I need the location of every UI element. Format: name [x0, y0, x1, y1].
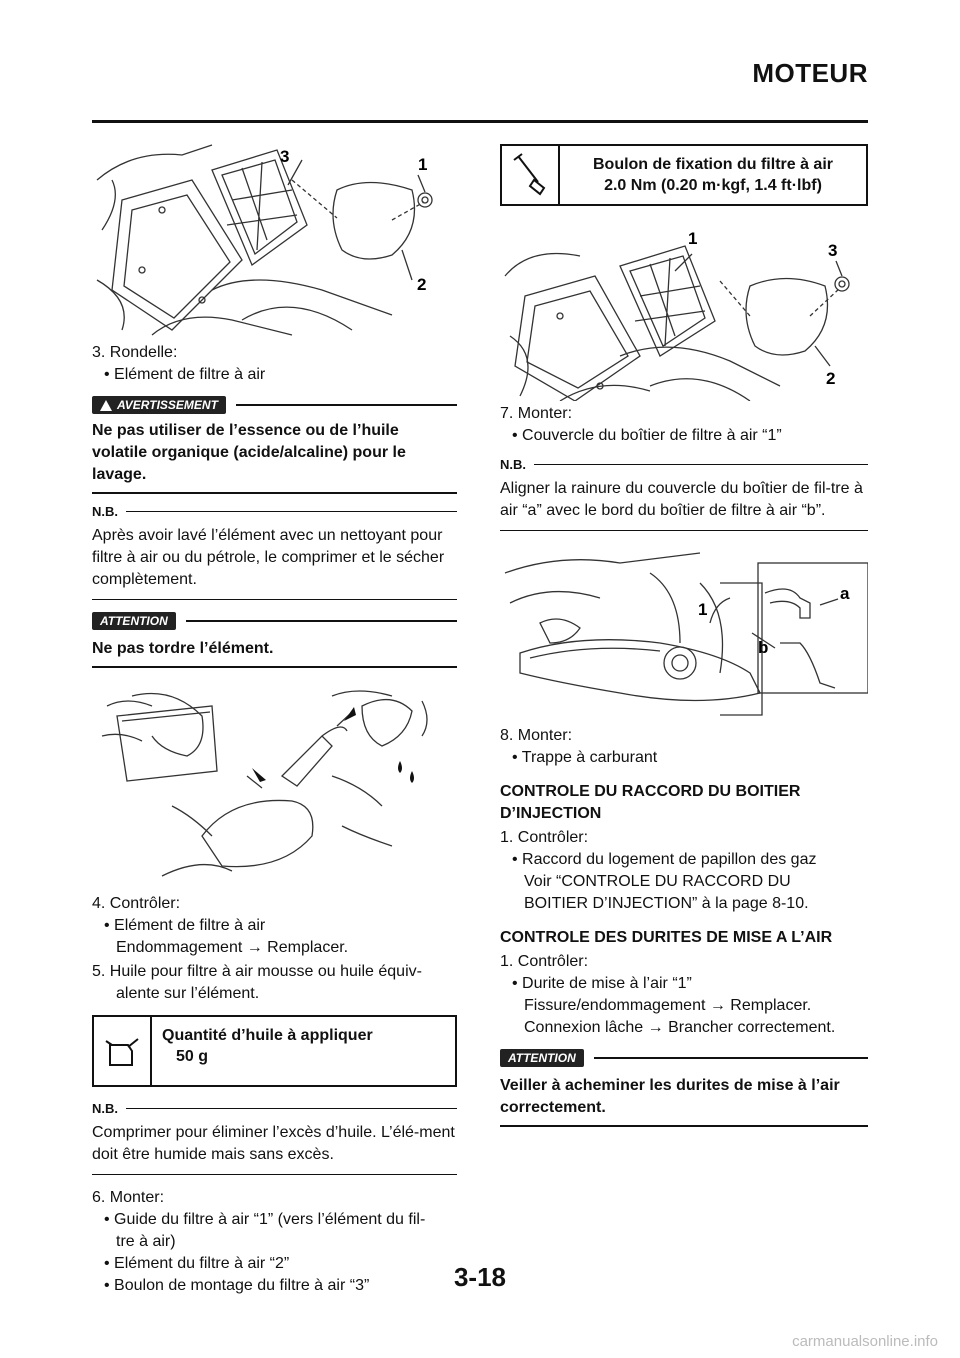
left-column [92, 140, 457, 1297]
header-rule [92, 120, 868, 123]
fig3-callout-a: a [840, 584, 850, 603]
page-number: 3-18 [453, 1262, 507, 1292]
fig2-callout-1: 1 [688, 229, 698, 248]
oil-spec-text [152, 1017, 383, 1085]
fig3-callout-1: 1 [698, 600, 708, 619]
attention-badge [500, 1049, 584, 1067]
attention-label: ATTENTION [508, 1051, 576, 1065]
washing-element-figure [92, 676, 457, 891]
step-6-item-1-cont: tre à air) [116, 1233, 176, 1250]
divider [186, 620, 457, 622]
attention-header [92, 612, 457, 630]
bolt-spec-value: 2.0 Nm (0.20 m·kgf, 1.4 ft·lbf) [604, 177, 822, 194]
fig2-callout-3: 3 [828, 241, 838, 260]
step-5: 5. Huile pour filtre à air mousse ou huile équiv- [92, 963, 422, 980]
oil-spec-title: Quantité d’huile à appliquer [162, 1027, 373, 1044]
divider [126, 1108, 457, 1109]
attention-header [500, 1049, 868, 1067]
section-title-throttle-body-cont: D’INJECTION [500, 805, 602, 822]
fig1-callout-3: 3 [280, 147, 290, 166]
divider [126, 511, 457, 512]
step-4: 4. Contrôler: [92, 895, 181, 912]
note-text: Aligner la rainure du couvercle du boîtier de fil-tre à air “a” avec le bord du boîtier de filtre à air “b”. [500, 480, 863, 519]
step-6: 6. Monter: [92, 1189, 165, 1206]
fuel-tank-cover-figure [500, 543, 868, 723]
warning-triangle-icon [100, 400, 112, 411]
fig1-callout-2: 2 [417, 275, 427, 294]
divider [92, 599, 457, 600]
divider [92, 492, 457, 494]
step-5-cont: alente sur l’élément. [116, 985, 260, 1002]
note-header [500, 457, 868, 472]
s2-item: • Durite de mise à l’air “1” [512, 975, 692, 992]
note-header [92, 504, 457, 519]
note-label: N.B. [92, 1101, 118, 1116]
fig3-callout-b: b [758, 638, 769, 657]
step-6-item-2: • Elément du filtre à air “2” [104, 1255, 290, 1272]
step-3: 3. Rondelle: [92, 344, 178, 361]
step-8-item: • Trappe à carburant [512, 749, 658, 766]
bolt-spec-text [560, 146, 866, 204]
oil-can-icon [94, 1017, 152, 1085]
footer-watermark-url[interactable]: carmanualsonline.info [792, 1333, 938, 1350]
s1-sub-2: BOITIER D’INJECTION” à la page 8-10. [524, 895, 809, 912]
step-7: 7. Monter: [500, 405, 573, 422]
s2-step-1: 1. Contrôler: [500, 953, 589, 970]
s2-sub-2: Connexion lâche → Brancher correctement. [524, 1019, 836, 1036]
divider [534, 464, 868, 465]
step-4-item: • Elément de filtre à air [104, 917, 266, 934]
note-text: Comprimer pour éliminer l’excès d’huile. L’élé-ment doit être humide mais sans excès. [92, 1124, 455, 1163]
step-6-item-3: • Boulon de montage du filtre à air “3” [104, 1277, 370, 1294]
divider [594, 1057, 868, 1059]
s1-item: • Raccord du logement de papillon des gaz [512, 851, 817, 868]
divider [92, 1174, 457, 1175]
divider [500, 530, 868, 531]
attention-label: ATTENTION [100, 614, 168, 628]
warning-badge [92, 396, 226, 414]
s1-sub-1: Voir “CONTROLE DU RACCORD DU [524, 873, 791, 890]
divider [236, 404, 457, 406]
step-7-item: • Couvercle du boîtier de filtre à air “1” [512, 427, 782, 444]
s2-sub-1: Fissure/endommagement → Remplacer. [524, 997, 812, 1014]
oil-spec-value: 50 g [176, 1048, 209, 1065]
fig1-callout-1: 1 [418, 155, 428, 174]
fig2-callout-2: 2 [826, 369, 836, 388]
note-label: N.B. [500, 457, 526, 472]
air-filter-exploded-figure [92, 140, 457, 338]
section-title-breather-hoses: CONTROLE DES DURITES DE MISE A L’AIR [500, 929, 833, 946]
step-4-sub: Endommagement → Remplacer. [116, 939, 349, 956]
warning-label: AVERTISSEMENT [117, 398, 218, 412]
torque-wrench-icon [502, 146, 560, 204]
divider [92, 666, 457, 668]
bolt-spec-title: Boulon de fixation du filtre à air [592, 156, 833, 173]
note-text: Après avoir lavé l’élément avec un nettoyant pour filtre à air ou du pétrole, le comprimer et le sécher complètement. [92, 527, 445, 588]
right-column [500, 140, 868, 1127]
section-title-throttle-body: CONTROLE DU RACCORD DU BOITIER [500, 783, 801, 800]
attention-text: Veiller à acheminer les durites de mise à l’air correctement. [500, 1077, 840, 1116]
attention-badge [92, 612, 176, 630]
oil-quantity-spec-box [92, 1015, 457, 1087]
step-3-item: • Elément de filtre à air [104, 366, 266, 383]
divider [500, 1125, 868, 1127]
page-title: MOTEUR [752, 58, 868, 88]
note-header [92, 1101, 457, 1116]
step-6-item-1: • Guide du filtre à air “1” (vers l’élément du fil- [104, 1211, 426, 1228]
warning-header [92, 396, 457, 414]
attention-text: Ne pas tordre l’élément. [92, 640, 274, 657]
warning-text: Ne pas utiliser de l’essence ou de l’huile volatile organique (acide/alcaline) pour le lavage. [92, 422, 406, 483]
bolt-torque-spec-box [500, 144, 868, 206]
note-label: N.B. [92, 504, 118, 519]
step-8: 8. Monter: [500, 727, 573, 744]
air-filter-assembly-figure [500, 216, 868, 401]
s1-step-1: 1. Contrôler: [500, 829, 589, 846]
